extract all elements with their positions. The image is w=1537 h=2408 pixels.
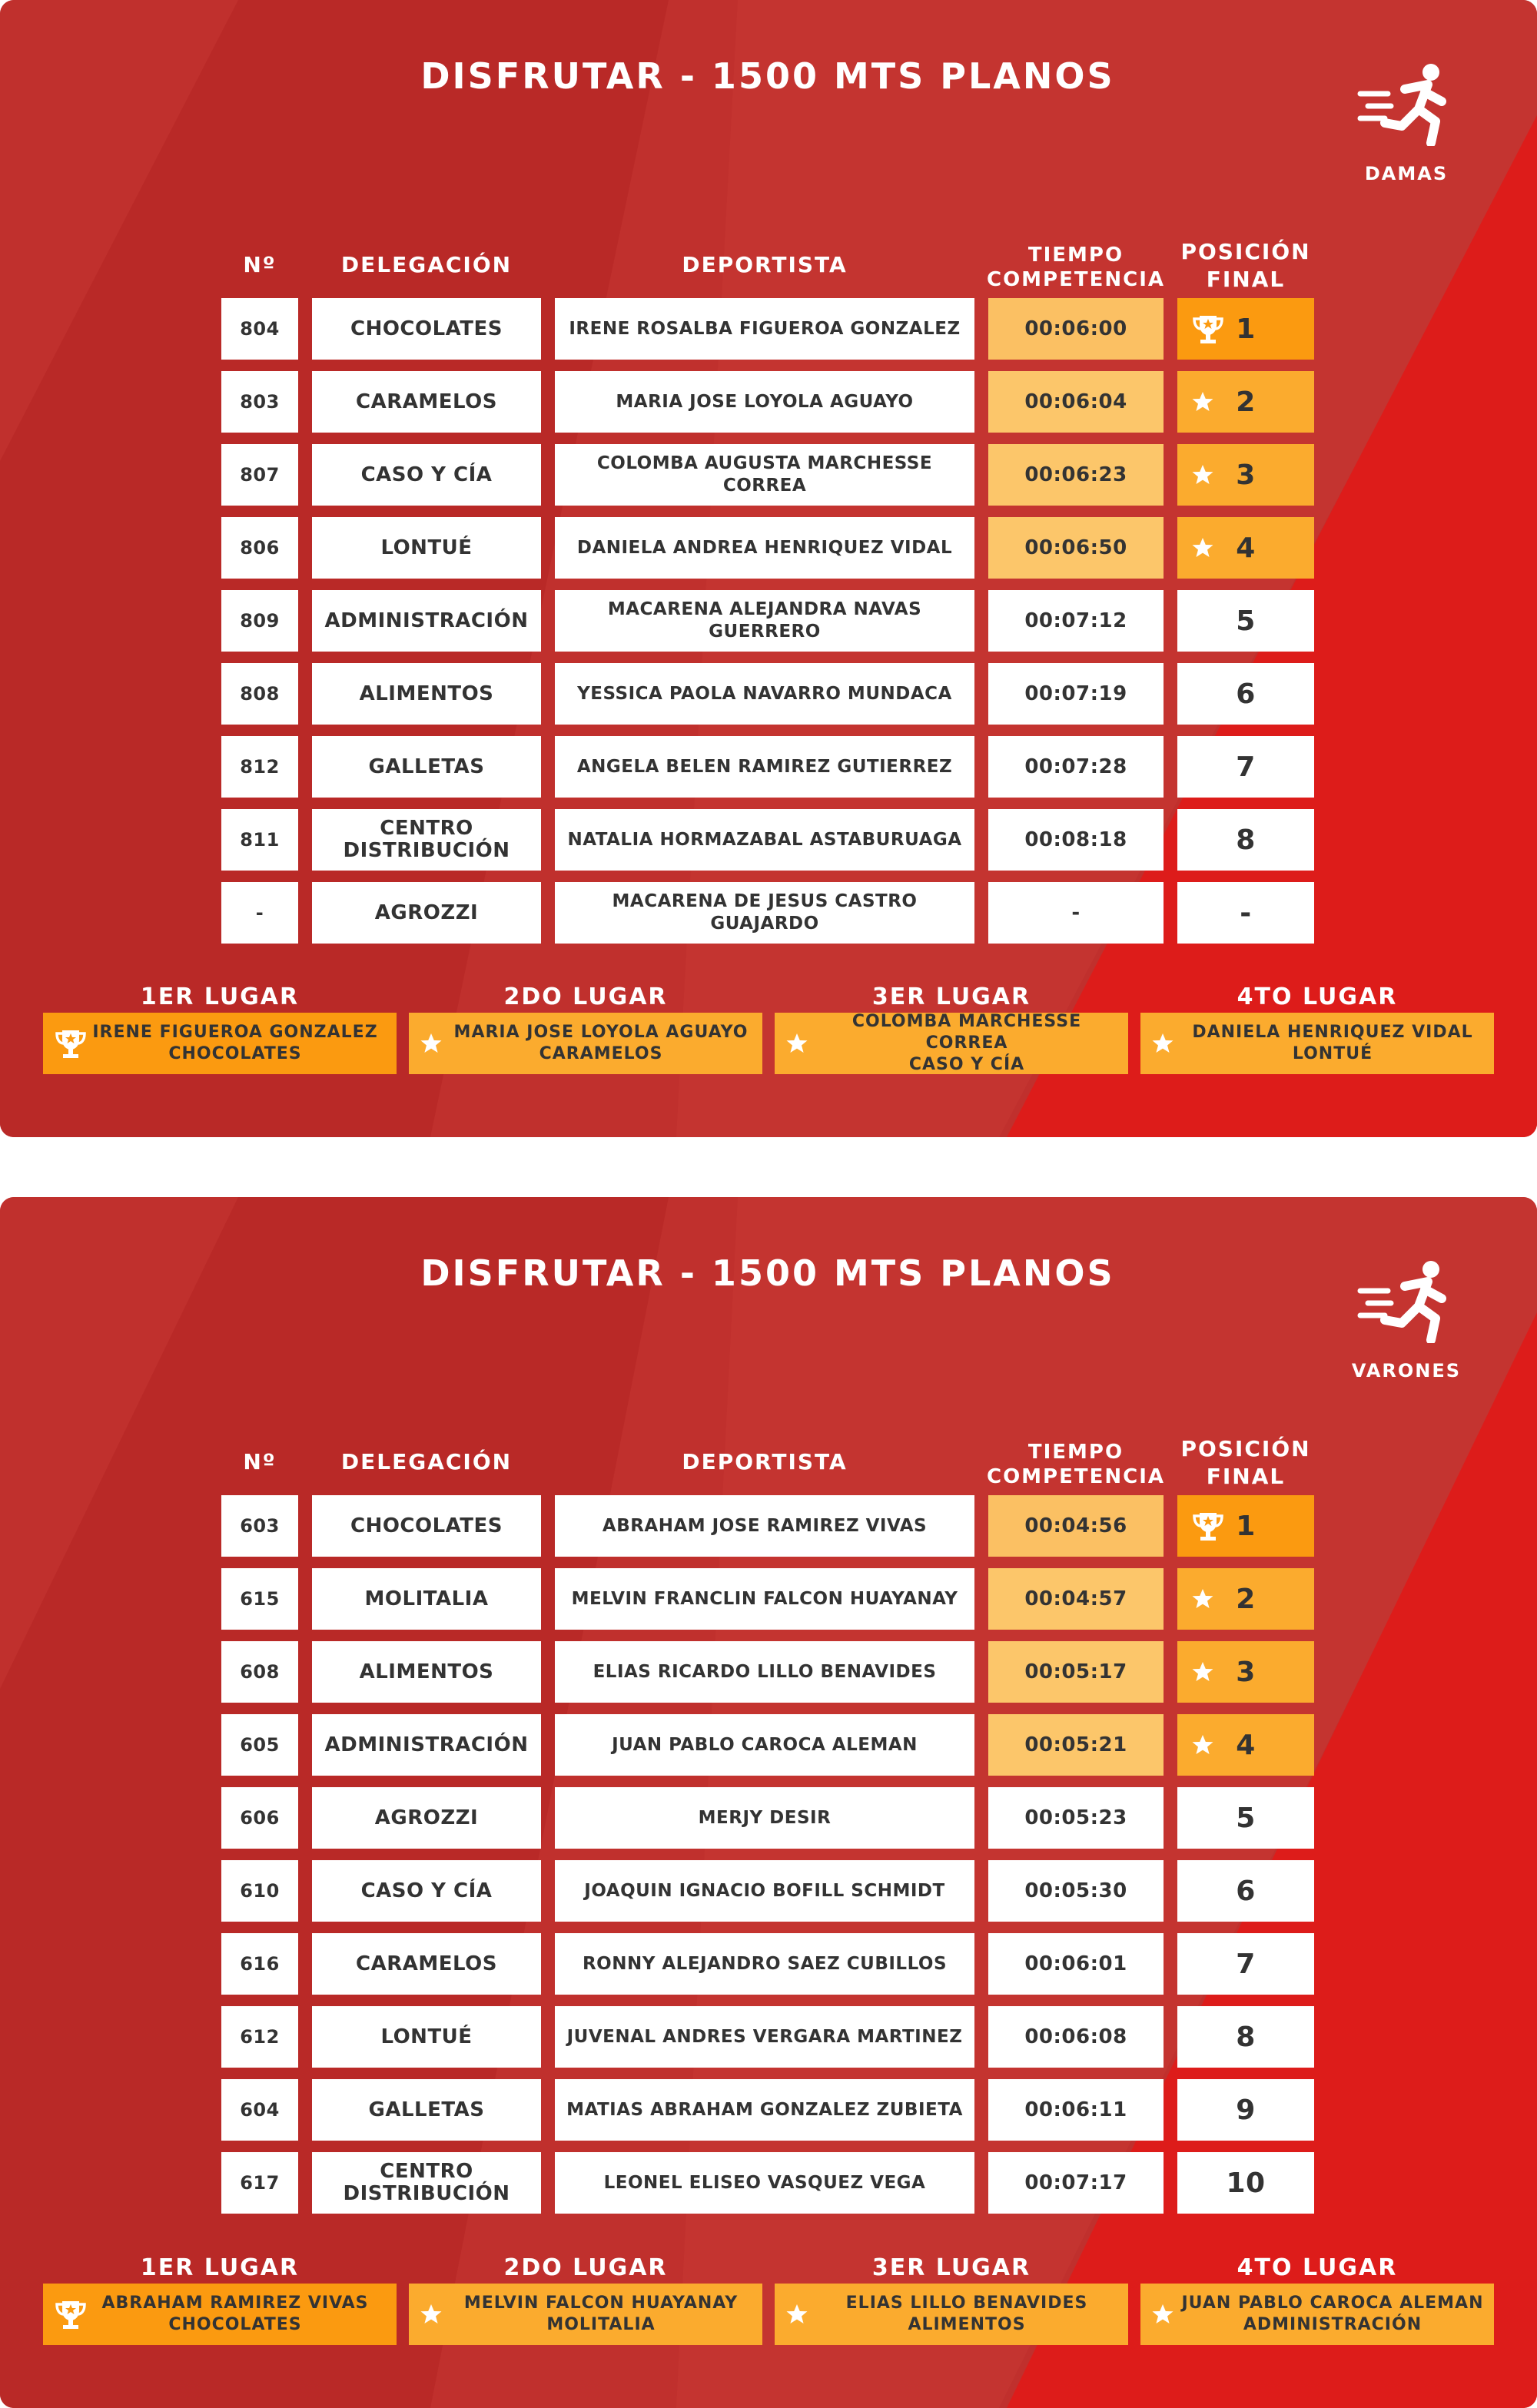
star-icon bbox=[1191, 371, 1214, 433]
bib-number: 610 bbox=[221, 1860, 298, 1922]
bib-number: 608 bbox=[221, 1641, 298, 1703]
position-value: 3 bbox=[1236, 1656, 1256, 1688]
podium-box-2 bbox=[409, 2284, 762, 2345]
star-icon bbox=[785, 1013, 808, 1074]
athlete-name: MACARENA ALEJANDRA NAVAS GUERRERO bbox=[555, 590, 974, 652]
bib-number: 807 bbox=[221, 444, 298, 506]
athlete-name: MELVIN FRANCLIN FALCON HUAYANAY bbox=[555, 1568, 974, 1630]
page-title: DISFRUTAR - 1500 MTS PLANOS bbox=[420, 1252, 1115, 1294]
delegation-name: GALLETAS bbox=[312, 736, 541, 798]
podium-label-1: 1ER LUGAR bbox=[140, 2254, 300, 2281]
delegation-name: MOLITALIA bbox=[312, 1568, 541, 1630]
final-position: 6 bbox=[1177, 1860, 1314, 1922]
header-tiempo-line1: TIEMPO bbox=[1027, 244, 1124, 267]
podium-label-1: 1ER LUGAR bbox=[140, 983, 300, 1010]
athlete-name: MACARENA DE JESUS CASTRO GUAJARDO bbox=[555, 882, 974, 944]
podium-label-4: 4TO LUGAR bbox=[1237, 2254, 1398, 2281]
header-delegacion: DELEGACIÓN bbox=[340, 1449, 513, 1474]
delegation-name: CARAMELOS bbox=[312, 1933, 541, 1995]
header-tiempo bbox=[981, 1440, 1171, 1489]
delegation-name: CENTRO DISTRIBUCIÓN bbox=[312, 2152, 541, 2214]
page-title: DISFRUTAR - 1500 MTS PLANOS bbox=[420, 55, 1115, 97]
header-posicion-line2: FINAL bbox=[1206, 267, 1286, 292]
header-delegacion: DELEGACIÓN bbox=[340, 252, 513, 277]
delegation-name: CHOCOLATES bbox=[312, 298, 541, 360]
star-icon bbox=[785, 2284, 808, 2345]
header-posicion-line1: POSICIÓN bbox=[1180, 239, 1311, 264]
star-icon bbox=[1191, 517, 1214, 579]
position-value: 3 bbox=[1236, 459, 1256, 491]
podium-athlete: IRENE FIGUEROA GONZALEZ bbox=[92, 1023, 378, 1042]
final-position bbox=[1177, 298, 1314, 360]
header-number: Nº bbox=[243, 1449, 277, 1474]
podium-athlete: DANIELA HENRIQUEZ VIDAL bbox=[1192, 1023, 1473, 1042]
star-icon bbox=[1191, 1714, 1214, 1776]
podium-athlete: ABRAHAM RAMIREZ VIVAS bbox=[101, 2294, 369, 2313]
race-time: 00:06:00 bbox=[988, 298, 1164, 360]
header-tiempo bbox=[981, 243, 1171, 292]
podium-box-4 bbox=[1140, 2284, 1494, 2345]
bib-number: 803 bbox=[221, 371, 298, 433]
final-position: 5 bbox=[1177, 590, 1314, 652]
athlete-name: DANIELA ANDREA HENRIQUEZ VIDAL bbox=[555, 517, 974, 579]
podium-athlete: JUAN PABLO CAROCA ALEMAN bbox=[1181, 2294, 1484, 2313]
position-value: 2 bbox=[1236, 386, 1256, 418]
athlete-name: ELIAS RICARDO LILLO BENAVIDES bbox=[555, 1641, 974, 1703]
category-label: VARONES bbox=[1351, 1360, 1462, 1381]
header-tiempo-line2: COMPETENCIA bbox=[986, 1465, 1165, 1488]
athlete-name: YESSICA PAOLA NAVARRO MUNDACA bbox=[555, 663, 974, 725]
star-icon bbox=[1151, 2284, 1174, 2345]
bib-number: - bbox=[221, 882, 298, 944]
podium-box-2 bbox=[409, 1013, 762, 1074]
race-time: 00:06:50 bbox=[988, 517, 1164, 579]
podium-box-3 bbox=[775, 1013, 1128, 1074]
race-time: 00:08:18 bbox=[988, 809, 1164, 871]
position-value: 4 bbox=[1236, 532, 1256, 564]
delegation-name: CASO Y CÍA bbox=[312, 444, 541, 506]
trophy-icon bbox=[1191, 298, 1225, 360]
delegation-name: CHOCOLATES bbox=[312, 1495, 541, 1557]
header-posicion bbox=[1170, 1435, 1322, 1491]
podium-label-2: 2DO LUGAR bbox=[503, 983, 668, 1010]
race-time: 00:06:01 bbox=[988, 1933, 1164, 1995]
podium-athlete: ELIAS LILLO BENAVIDES bbox=[845, 2294, 1088, 2313]
podium-box-1 bbox=[43, 2284, 397, 2345]
race-time: - bbox=[988, 882, 1164, 944]
header-posicion-line1: POSICIÓN bbox=[1180, 1436, 1311, 1461]
results-panel-varones bbox=[0, 1197, 1537, 2408]
position-value: 1 bbox=[1236, 313, 1256, 345]
podium-label-3: 3ER LUGAR bbox=[871, 983, 1031, 1010]
header-posicion-line2: FINAL bbox=[1206, 1464, 1286, 1489]
category-label: DAMAS bbox=[1364, 163, 1449, 184]
header-deportista: DEPORTISTA bbox=[682, 1449, 848, 1474]
race-time: 00:06:11 bbox=[988, 2079, 1164, 2141]
athlete-name: MATIAS ABRAHAM GONZALEZ ZUBIETA bbox=[555, 2079, 974, 2141]
delegation-name: AGROZZI bbox=[312, 882, 541, 944]
final-position: 8 bbox=[1177, 809, 1314, 871]
athlete-name: COLOMBA AUGUSTA MARCHESSE CORREA bbox=[555, 444, 974, 506]
bib-number: 612 bbox=[221, 2006, 298, 2068]
bib-number: 615 bbox=[221, 1568, 298, 1630]
final-position bbox=[1177, 371, 1314, 433]
delegation-name: ADMINISTRACIÓN bbox=[312, 1714, 541, 1776]
delegation-name: CARAMELOS bbox=[312, 371, 541, 433]
podium-label-2: 2DO LUGAR bbox=[503, 2254, 668, 2281]
header-tiempo-line2: COMPETENCIA bbox=[986, 268, 1165, 291]
delegation-name: LONTUÉ bbox=[312, 2006, 541, 2068]
podium-label-3: 3ER LUGAR bbox=[871, 2254, 1031, 2281]
podium-athlete: COLOMBA MARCHESSE CORREA bbox=[851, 1012, 1082, 1053]
athlete-name: JUVENAL ANDRES VERGARA MARTINEZ bbox=[555, 2006, 974, 2068]
trophy-icon bbox=[1191, 1495, 1225, 1557]
bib-number: 811 bbox=[221, 809, 298, 871]
bib-number: 806 bbox=[221, 517, 298, 579]
final-position bbox=[1177, 1714, 1314, 1776]
podium-box-3 bbox=[775, 2284, 1128, 2345]
race-time: 00:05:17 bbox=[988, 1641, 1164, 1703]
podium-team: MOLITALIA bbox=[546, 2315, 656, 2334]
final-position: 7 bbox=[1177, 1933, 1314, 1995]
podium-team: CASO Y CÍA bbox=[908, 1055, 1025, 1074]
race-time: 00:06:04 bbox=[988, 371, 1164, 433]
athlete-name: NATALIA HORMAZABAL ASTABURUAGA bbox=[555, 809, 974, 871]
athlete-name: LEONEL ELISEO VASQUEZ VEGA bbox=[555, 2152, 974, 2214]
bib-number: 604 bbox=[221, 2079, 298, 2141]
bib-number: 605 bbox=[221, 1714, 298, 1776]
athlete-name: JOAQUIN IGNACIO BOFILL SCHMIDT bbox=[555, 1860, 974, 1922]
podium-team: LONTUÉ bbox=[1292, 1044, 1373, 1063]
race-time: 00:07:19 bbox=[988, 663, 1164, 725]
header-posicion bbox=[1170, 238, 1322, 294]
race-time: 00:06:08 bbox=[988, 2006, 1164, 2068]
final-position: 10 bbox=[1177, 2152, 1314, 2214]
running-person-icon bbox=[1357, 1259, 1457, 1343]
final-position: 8 bbox=[1177, 2006, 1314, 2068]
delegation-name: CENTRO DISTRIBUCIÓN bbox=[312, 809, 541, 871]
podium-team: ALIMENTOS bbox=[908, 2315, 1026, 2334]
bib-number: 616 bbox=[221, 1933, 298, 1995]
star-icon bbox=[1151, 1013, 1174, 1074]
race-time: 00:04:56 bbox=[988, 1495, 1164, 1557]
podium-athlete: MARIA JOSE LOYOLA AGUAYO bbox=[453, 1023, 749, 1042]
star-icon bbox=[1191, 1568, 1214, 1630]
bib-number: 603 bbox=[221, 1495, 298, 1557]
bib-number: 808 bbox=[221, 663, 298, 725]
header-deportista: DEPORTISTA bbox=[682, 252, 848, 277]
race-time: 00:07:28 bbox=[988, 736, 1164, 798]
position-value: 2 bbox=[1236, 1583, 1256, 1615]
athlete-name: ANGELA BELEN RAMIREZ GUTIERREZ bbox=[555, 736, 974, 798]
position-value: 1 bbox=[1236, 1510, 1256, 1542]
final-position bbox=[1177, 1641, 1314, 1703]
header-tiempo-line1: TIEMPO bbox=[1027, 1441, 1124, 1464]
trophy-icon bbox=[54, 1013, 88, 1074]
final-position: 6 bbox=[1177, 663, 1314, 725]
race-time: 00:04:57 bbox=[988, 1568, 1164, 1630]
position-value: 4 bbox=[1236, 1729, 1256, 1761]
header-number: Nº bbox=[243, 252, 277, 277]
delegation-name: CASO Y CÍA bbox=[312, 1860, 541, 1922]
athlete-name: MERJY DESIR bbox=[555, 1787, 974, 1849]
bib-number: 809 bbox=[221, 590, 298, 652]
podium-team: CARAMELOS bbox=[539, 1044, 663, 1063]
bib-number: 606 bbox=[221, 1787, 298, 1849]
bib-number: 812 bbox=[221, 736, 298, 798]
podium-team: ADMINISTRACIÓN bbox=[1243, 2315, 1422, 2334]
final-position bbox=[1177, 1568, 1314, 1630]
athlete-name: RONNY ALEJANDRO SAEZ CUBILLOS bbox=[555, 1933, 974, 1995]
athlete-name: IRENE ROSALBA FIGUEROA GONZALEZ bbox=[555, 298, 974, 360]
podium-box-4 bbox=[1140, 1013, 1494, 1074]
final-position: 5 bbox=[1177, 1787, 1314, 1849]
race-time: 00:07:12 bbox=[988, 590, 1164, 652]
running-person-icon bbox=[1357, 61, 1457, 146]
bib-number: 617 bbox=[221, 2152, 298, 2214]
race-time: 00:05:30 bbox=[988, 1860, 1164, 1922]
delegation-name: LONTUÉ bbox=[312, 517, 541, 579]
race-time: 00:05:21 bbox=[988, 1714, 1164, 1776]
bib-number: 804 bbox=[221, 298, 298, 360]
delegation-name: GALLETAS bbox=[312, 2079, 541, 2141]
star-icon bbox=[420, 2284, 443, 2345]
podium-box-1 bbox=[43, 1013, 397, 1074]
star-icon bbox=[1191, 444, 1214, 506]
trophy-icon bbox=[54, 2284, 88, 2345]
race-time: 00:05:23 bbox=[988, 1787, 1164, 1849]
star-icon bbox=[420, 1013, 443, 1074]
race-time: 00:07:17 bbox=[988, 2152, 1164, 2214]
athlete-name: JUAN PABLO CAROCA ALEMAN bbox=[555, 1714, 974, 1776]
delegation-name: AGROZZI bbox=[312, 1787, 541, 1849]
final-position: 7 bbox=[1177, 736, 1314, 798]
final-position: - bbox=[1177, 882, 1314, 944]
delegation-name: ADMINISTRACIÓN bbox=[312, 590, 541, 652]
delegation-name: ALIMENTOS bbox=[312, 1641, 541, 1703]
podium-team: CHOCOLATES bbox=[168, 1044, 302, 1063]
star-icon bbox=[1191, 1641, 1214, 1703]
results-panel-damas bbox=[0, 0, 1537, 1137]
podium-label-4: 4TO LUGAR bbox=[1237, 983, 1398, 1010]
final-position: 9 bbox=[1177, 2079, 1314, 2141]
final-position bbox=[1177, 517, 1314, 579]
podium-team: CHOCOLATES bbox=[168, 2315, 302, 2334]
final-position bbox=[1177, 444, 1314, 506]
final-position bbox=[1177, 1495, 1314, 1557]
podium-athlete: MELVIN FALCON HUAYANAY bbox=[463, 2294, 739, 2313]
delegation-name: ALIMENTOS bbox=[312, 663, 541, 725]
athlete-name: MARIA JOSE LOYOLA AGUAYO bbox=[555, 371, 974, 433]
athlete-name: ABRAHAM JOSE RAMIREZ VIVAS bbox=[555, 1495, 974, 1557]
race-time: 00:06:23 bbox=[988, 444, 1164, 506]
